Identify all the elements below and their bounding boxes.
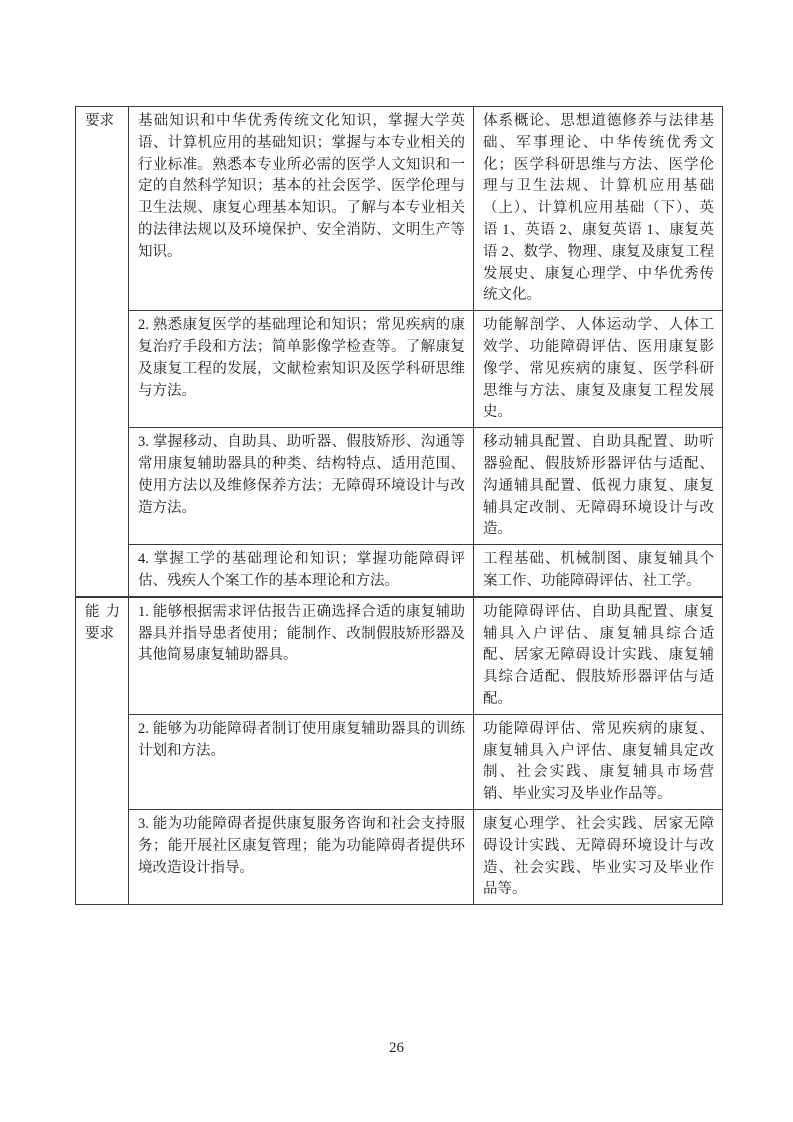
- table-row: [76, 311, 723, 428]
- table-row: [76, 597, 723, 714]
- section-header-knowledge-requirements: 要求: [76, 107, 129, 597]
- ability-requirement-2-cell: 2. 能够为功能障碍者制订使用康复辅助器具的训练计划和方法。: [129, 714, 474, 809]
- knowledge-requirement-4-cell: 4. 掌握工学的基础理论和知识；掌握功能障碍评估、残疾人个案工作的基本理论和方法。: [129, 545, 474, 597]
- table-row: [76, 714, 723, 809]
- table-row: [76, 809, 723, 904]
- section-header-ability-requirements: 能力要求: [76, 597, 129, 905]
- ability-courses-2-cell: 功能障碍评估、常见疾病的康复、康复辅具入户评估、康复辅具定改制、社会实践、康复辅具市场营销、毕业实习及毕业作品等。: [474, 714, 723, 809]
- knowledge-requirement-2-cell: 2. 熟悉康复医学的基础理论和知识；常见疾病的康复治疗手段和方法；简单影像学检查等。了解康复及康复工程的发展，文献检索知识及医学科研思维与方法。: [129, 311, 474, 428]
- knowledge-courses-1-cell: 体系概论、思想道德修养与法律基础、军事理论、中华传统优秀文化；医学科研思维与方法、医学伦理与卫生法规、计算机应用基础（上）、计算机应用基础（下）、英语 1、英语 2、康复英语 1、康复英语 2、数学、物理、康复及康复工程发展史、康复心理学、中华优秀传统文化。: [474, 107, 723, 311]
- knowledge-courses-4-cell: 工程基础、机械制图、康复辅具个案工作、功能障碍评估、社工学。: [474, 545, 723, 597]
- ability-requirement-3-cell: 3. 能为功能障碍者提供康复服务咨询和社会支持服务；能开展社区康复管理；能为功能障碍者提供环境改造设计指导。: [129, 809, 474, 904]
- knowledge-requirement-1-cell: 基础知识和中华优秀传统文化知识，掌握大学英语、计算机应用的基础知识；掌握与本专业相关的行业标准。熟悉本专业所必需的医学人文知识和一定的自然科学知识；基本的社会医学、医学伦理与卫生法规、康复心理基本知识。了解与本专业相关的法律法规以及环境保护、安全消防、文明生产等知识。: [129, 107, 474, 311]
- knowledge-courses-3-cell: 移动辅具配置、自助具配置、助听器验配、假肢矫形器评估与适配、沟通辅具配置、低视力康复、康复辅具定改制、无障碍环境设计与改造。: [474, 428, 723, 545]
- table-row: [76, 545, 723, 597]
- ability-courses-1-cell: 功能障碍评估、自助具配置、康复辅具入户评估、康复辅具综合适配、居家无障碍设计实践、康复辅具综合适配、假肢矫形器评估与适配。: [474, 597, 723, 714]
- requirements-table: [75, 106, 723, 905]
- page-number: 26: [389, 1040, 404, 1056]
- ability-requirement-1-cell: 1. 能够根据需求评估报告正确选择合适的康复辅助器具并指导患者使用；能制作、改制假肢矫形器及其他简易康复辅助器具。: [129, 597, 474, 714]
- table-row: [76, 428, 723, 545]
- knowledge-courses-2-cell: 功能解剖学、人体运动学、人体工效学、功能障碍评估、医用康复影像学、常见疾病的康复、医学科研思维与方法、康复及康复工程发展史。: [474, 311, 723, 428]
- ability-courses-3-cell: 康复心理学、社会实践、居家无障碍设计实践、无障碍环境设计与改造、社会实践、毕业实习及毕业作品等。: [474, 809, 723, 904]
- knowledge-requirement-3-cell: 3. 掌握移动、自助具、助听器、假肢矫形、沟通等常用康复辅助器具的种类、结构特点、适用范围、使用方法以及维修保养方法；无障碍环境设计与改造方法。: [129, 428, 474, 545]
- table-row: [76, 107, 723, 311]
